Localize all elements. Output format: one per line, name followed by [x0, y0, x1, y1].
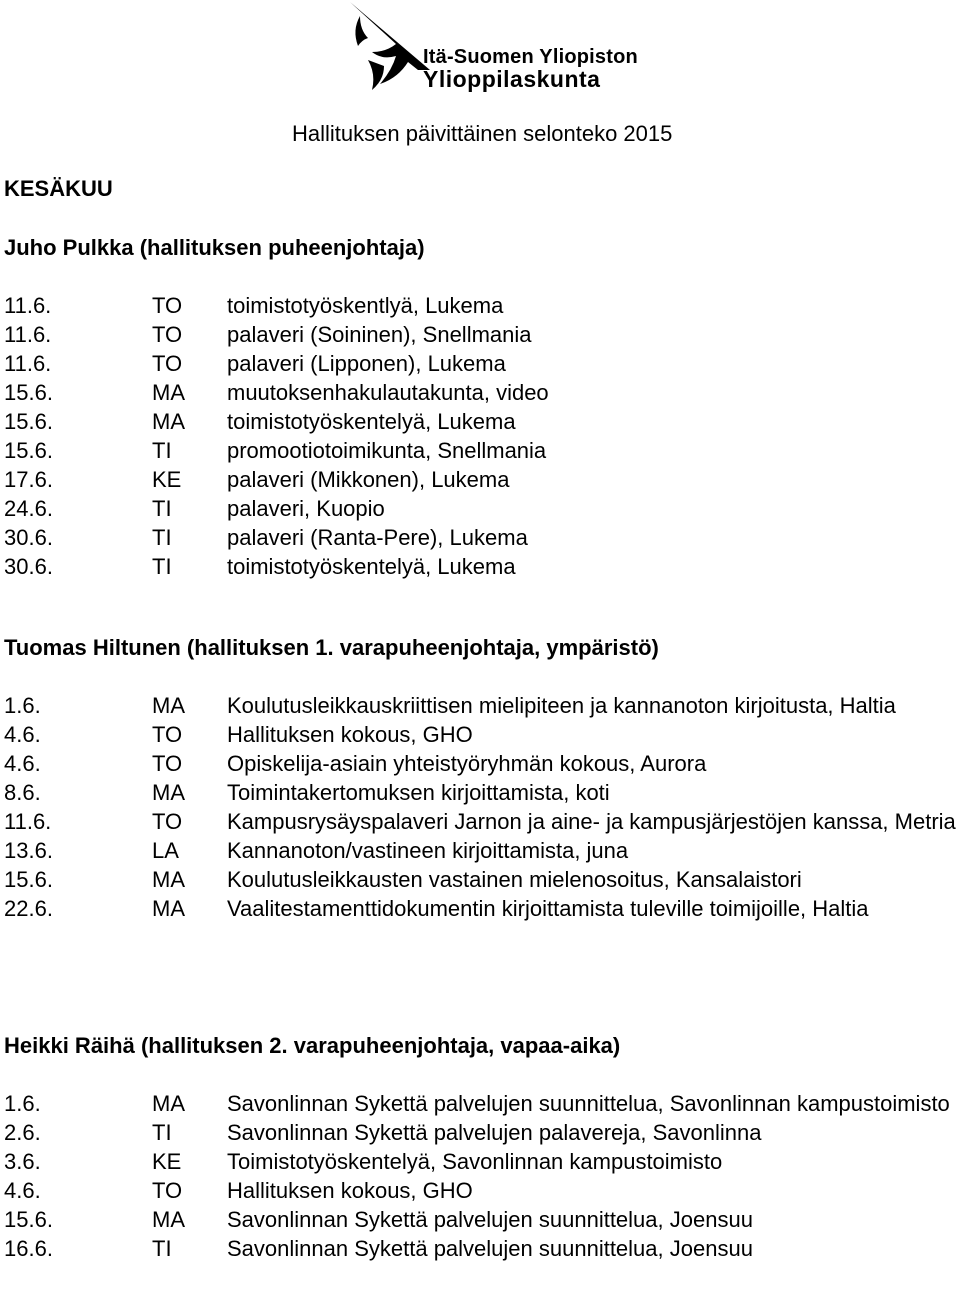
entry-description: Koulutusleikkauskriittisen mielipiteen ja kannanoton kirjoitusta, Haltia — [227, 693, 896, 718]
entry-weekday: KE — [152, 1149, 182, 1174]
section-heikki-raiha — [4, 1031, 960, 1263]
entry-date: 15.6. — [4, 380, 53, 405]
section-juho-pulkka — [4, 233, 960, 581]
entry-weekday: MA — [152, 380, 185, 405]
entry-weekday: MA — [152, 693, 185, 718]
entry-description: Hallituksen kokous, GHO — [227, 1178, 473, 1203]
entry-date: 8.6. — [4, 780, 41, 805]
entry-date: 11.6. — [4, 351, 52, 376]
entry-row — [4, 1147, 960, 1176]
entry-row — [4, 894, 960, 923]
entry-date: 11.6. — [4, 322, 52, 347]
section-heading: Tuomas Hiltunen (hallituksen 1. varapuheenjohtaja, ympäristö) — [4, 635, 659, 660]
entry-description: Kannanoton/vastineen kirjoittamista, juna — [227, 838, 629, 863]
entry-date: 15.6. — [4, 867, 53, 892]
entry-weekday: TO — [152, 322, 183, 347]
entry-weekday: KE — [152, 467, 182, 492]
entry-date: 1.6. — [4, 693, 41, 718]
entry-description: toimistotyöskentelyä, Lukema — [227, 554, 516, 579]
entry-date: 30.6. — [4, 525, 53, 550]
entry-description: palaveri, Kuopio — [227, 496, 385, 521]
entry-description: Savonlinnan Sykettä palvelujen palavereja, Savonlinna — [227, 1120, 762, 1145]
entry-weekday: TO — [152, 809, 183, 834]
entry-row — [4, 1176, 960, 1205]
entry-row — [4, 291, 960, 320]
entry-weekday: MA — [152, 780, 185, 805]
entry-description: palaveri (Soininen), Snellmania — [227, 322, 532, 347]
entry-row — [4, 407, 960, 436]
entry-row — [4, 865, 960, 894]
entry-weekday: TI — [152, 554, 172, 579]
entry-date: 15.6. — [4, 438, 53, 463]
entry-weekday: LA — [152, 838, 179, 863]
entry-date: 2.6. — [4, 1120, 41, 1145]
entry-date: 13.6. — [4, 838, 53, 863]
entry-row — [4, 349, 960, 378]
entry-row — [4, 320, 960, 349]
entry-date: 15.6. — [4, 409, 53, 434]
entry-description: Savonlinnan Sykettä palvelujen suunnittelua, Joensuu — [227, 1236, 753, 1261]
entry-weekday: TO — [152, 293, 183, 318]
entry-weekday: TI — [152, 1120, 172, 1145]
entry-list — [4, 1089, 960, 1263]
entry-description: Vaalitestamenttidokumentin kirjoittamista tuleville toimijoille, Haltia — [227, 896, 869, 921]
entry-weekday: TO — [152, 722, 183, 747]
entry-date: 4.6. — [4, 1178, 41, 1203]
entry-row — [4, 691, 960, 720]
entry-row — [4, 552, 960, 581]
entry-weekday: TO — [152, 351, 183, 376]
document-title: Hallituksen päivittäinen selonteko 2015 — [292, 121, 673, 146]
entry-weekday: TI — [152, 496, 172, 521]
entry-date: 4.6. — [4, 751, 41, 776]
section-heading: Juho Pulkka (hallituksen puheenjohtaja) — [4, 235, 425, 260]
entry-description: Savonlinnan Sykettä palvelujen suunnittelua, Savonlinnan kampustoimisto — [227, 1091, 950, 1116]
entry-date: 30.6. — [4, 554, 53, 579]
entry-row — [4, 1205, 960, 1234]
entry-description: palaveri (Ranta-Pere), Lukema — [227, 525, 528, 550]
entry-description: muutoksenhakulautakunta, video — [227, 380, 549, 405]
entry-row — [4, 807, 960, 836]
entry-row — [4, 436, 960, 465]
entry-weekday: MA — [152, 1207, 185, 1232]
entry-weekday: TI — [152, 438, 172, 463]
entry-description: Kampusrysäyspalaveri Jarnon ja aine- ja kampusjärjestöjen kanssa, Metria — [227, 809, 956, 834]
entry-weekday: MA — [152, 1091, 185, 1116]
entry-row — [4, 749, 960, 778]
section-tuomas-hiltunen — [4, 633, 960, 923]
entry-date: 15.6. — [4, 1207, 53, 1232]
entry-row — [4, 494, 960, 523]
entry-row — [4, 378, 960, 407]
entry-row — [4, 523, 960, 552]
entry-row — [4, 836, 960, 865]
entry-description: Toimistotyöskentelyä, Savonlinnan kampustoimisto — [227, 1149, 723, 1174]
entry-date: 3.6. — [4, 1149, 41, 1174]
entry-description: Opiskelija-asiain yhteistyöryhmän kokous, Aurora — [227, 751, 707, 776]
entry-date: 22.6. — [4, 896, 53, 921]
entry-date: 11.6. — [4, 809, 52, 834]
entry-row — [4, 778, 960, 807]
entry-weekday: MA — [152, 867, 185, 892]
entry-row — [4, 465, 960, 494]
union-logo — [338, 0, 638, 96]
entry-list — [4, 291, 960, 581]
entry-weekday: TI — [152, 1236, 172, 1261]
entry-date: 4.6. — [4, 722, 41, 747]
entry-description: Toimintakertomuksen kirjoittamista, koti — [227, 780, 610, 805]
entry-date: 17.6. — [4, 467, 53, 492]
entry-weekday: TO — [152, 1178, 183, 1203]
entry-weekday: MA — [152, 409, 185, 434]
entry-weekday: TI — [152, 525, 172, 550]
entry-row — [4, 1089, 960, 1118]
entry-date: 24.6. — [4, 496, 53, 521]
entry-description: palaveri (Mikkonen), Lukema — [227, 467, 510, 492]
entry-date: 1.6. — [4, 1091, 41, 1116]
entry-list — [4, 691, 960, 923]
entry-description: Hallituksen kokous, GHO — [227, 722, 473, 747]
logo-text-line1: Itä-Suomen Yliopiston — [423, 46, 638, 68]
entry-row — [4, 1118, 960, 1147]
entry-row — [4, 720, 960, 749]
entry-weekday: MA — [152, 896, 185, 921]
entry-date: 11.6. — [4, 293, 52, 318]
logo-text-line2: Ylioppilaskunta — [423, 66, 601, 92]
section-heading: Heikki Räihä (hallituksen 2. varapuheenjohtaja, vapaa-aika) — [4, 1033, 621, 1058]
entry-description: palaveri (Lipponen), Lukema — [227, 351, 506, 376]
entry-row — [4, 1234, 960, 1263]
month-heading: KESÄKUU — [4, 176, 113, 201]
entry-description: promootiotoimikunta, Snellmania — [227, 438, 547, 463]
entry-weekday: TO — [152, 751, 183, 776]
entry-description: toimistotyöskentelyä, Lukema — [227, 409, 516, 434]
entry-date: 16.6. — [4, 1236, 53, 1261]
entry-description: toimistotyöskentlyä, Lukema — [227, 293, 504, 318]
entry-description: Koulutusleikkausten vastainen mielenosoitus, Kansalaistori — [227, 867, 802, 892]
entry-description: Savonlinnan Sykettä palvelujen suunnittelua, Joensuu — [227, 1207, 753, 1232]
